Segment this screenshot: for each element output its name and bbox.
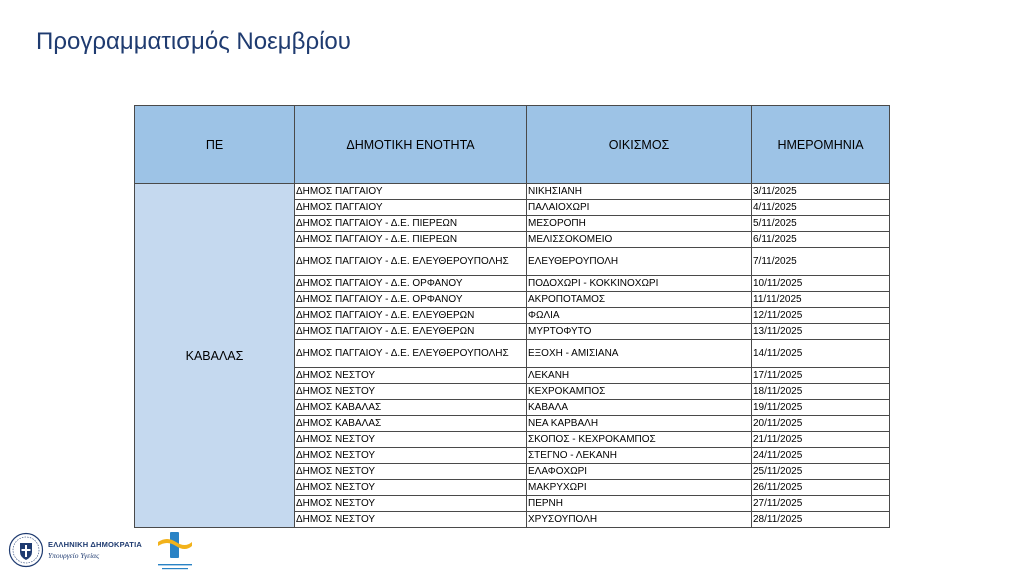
date-cell: 10/11/2025 xyxy=(752,276,890,292)
settlement-cell: ΣΤΕΓΝΟ - ΛΕΚΑΝΗ xyxy=(527,448,752,464)
schedule-table xyxy=(134,105,890,528)
settlement-cell: ΚΕΧΡΟΚΑΜΠΟΣ xyxy=(527,384,752,400)
header-date: ΗΜΕΡΟΜΗΝΙΑ xyxy=(752,106,890,184)
unit-cell: ΔΗΜΟΣ ΠΑΓΓΑΙΟΥ - Δ.Ε. ΕΛΕΥΘΕΡΩΝ xyxy=(295,324,527,340)
unit-cell: ΔΗΜΟΣ ΝΕΣΤΟΥ xyxy=(295,512,527,528)
unit-cell: ΔΗΜΟΣ ΠΑΓΓΑΙΟΥ - Δ.Ε. ΟΡΦΑΝΟΥ xyxy=(295,292,527,308)
page-title: Προγραμματισμός Νοεμβρίου xyxy=(36,28,351,55)
date-cell: 6/11/2025 xyxy=(752,232,890,248)
settlement-cell: ΝΕΑ ΚΑΡΒΑΛΗ xyxy=(527,416,752,432)
date-cell: 24/11/2025 xyxy=(752,448,890,464)
date-cell: 27/11/2025 xyxy=(752,496,890,512)
settlement-cell: ΝΙΚΗΣΙΑΝΗ xyxy=(527,184,752,200)
date-cell: 21/11/2025 xyxy=(752,432,890,448)
org-name: ΕΛΛΗΝΙΚΗ ΔΗΜΟΚΡΑΤΙΑ xyxy=(48,540,142,549)
date-cell: 25/11/2025 xyxy=(752,464,890,480)
settlement-cell: ΠΟΔΟΧΩΡΙ - ΚΟΚΚΙΝΟΧΩΡΙ xyxy=(527,276,752,292)
unit-cell: ΔΗΜΟΣ ΠΑΓΓΑΙΟΥ xyxy=(295,184,527,200)
settlement-cell: ΠΕΡΝΗ xyxy=(527,496,752,512)
date-cell: 20/11/2025 xyxy=(752,416,890,432)
date-cell: 11/11/2025 xyxy=(752,292,890,308)
unit-cell: ΔΗΜΟΣ ΠΑΓΓΑΙΟΥ - Δ.Ε. ΕΛΕΥΘΕΡΩΝ xyxy=(295,308,527,324)
settlement-cell: ΣΚΟΠΟΣ - ΚΕΧΡΟΚΑΜΠΟΣ xyxy=(527,432,752,448)
date-cell: 13/11/2025 xyxy=(752,324,890,340)
settlement-cell: ΜΥΡΤΟΦΥΤΟ xyxy=(527,324,752,340)
header-region: ΠΕ xyxy=(135,106,295,184)
settlement-cell: ΛΕΚΑΝΗ xyxy=(527,368,752,384)
unit-cell: ΔΗΜΟΣ ΝΕΣΤΟΥ xyxy=(295,448,527,464)
date-cell: 5/11/2025 xyxy=(752,216,890,232)
region-cell: ΚΑΒΑΛΑΣ xyxy=(135,184,295,528)
footer-logos xyxy=(6,528,256,574)
settlement-cell: ΜΕΛΙΣΣΟΚΟΜΕΙΟ xyxy=(527,232,752,248)
unit-cell: ΔΗΜΟΣ ΝΕΣΤΟΥ xyxy=(295,384,527,400)
date-cell: 4/11/2025 xyxy=(752,200,890,216)
header-settlement: ΟΙΚΙΣΜΟΣ xyxy=(527,106,752,184)
unit-cell: ΔΗΜΟΣ ΚΑΒΑΛΑΣ xyxy=(295,416,527,432)
greek-republic-seal-icon xyxy=(8,532,44,568)
ministry-name: Υπουργείο Υγείας xyxy=(48,551,100,560)
date-cell: 7/11/2025 xyxy=(752,248,890,276)
table-header-row xyxy=(135,106,890,184)
date-cell: 17/11/2025 xyxy=(752,368,890,384)
unit-cell: ΔΗΜΟΣ ΝΕΣΤΟΥ xyxy=(295,464,527,480)
settlement-cell: ΦΩΛΙΑ xyxy=(527,308,752,324)
settlement-cell: ΕΛΕΥΘΕΡΟΥΠΟΛΗ xyxy=(527,248,752,276)
date-cell: 12/11/2025 xyxy=(752,308,890,324)
settlement-cell: ΠΑΛΑΙΟΧΩΡΙ xyxy=(527,200,752,216)
date-cell: 19/11/2025 xyxy=(752,400,890,416)
settlement-cell: ΜΕΣΟΡΟΠΗ xyxy=(527,216,752,232)
unit-cell: ΔΗΜΟΣ ΠΑΓΓΑΙΟΥ - Δ.Ε. ΟΡΦΑΝΟΥ xyxy=(295,276,527,292)
date-cell: 28/11/2025 xyxy=(752,512,890,528)
settlement-cell: ΕΛΑΦΟΧΩΡΙ xyxy=(527,464,752,480)
unit-cell: ΔΗΜΟΣ ΠΑΓΓΑΙΟΥ - Δ.Ε. ΕΛΕΥΘΕΡΟΥΠΟΛΗΣ xyxy=(295,340,527,368)
date-cell: 3/11/2025 xyxy=(752,184,890,200)
settlement-cell: ΧΡΥΣΟΥΠΟΛΗ xyxy=(527,512,752,528)
unit-cell: ΔΗΜΟΣ ΝΕΣΤΟΥ xyxy=(295,432,527,448)
unit-cell: ΔΗΜΟΣ ΠΑΓΓΑΙΟΥ - Δ.Ε. ΠΙΕΡΕΩΝ xyxy=(295,232,527,248)
settlement-cell: ΕΞΟΧΗ - ΑΜΙΣΙΑΝΑ xyxy=(527,340,752,368)
date-cell: 18/11/2025 xyxy=(752,384,890,400)
date-cell: 14/11/2025 xyxy=(752,340,890,368)
unit-cell: ΔΗΜΟΣ ΝΕΣΤΟΥ xyxy=(295,480,527,496)
date-cell: 26/11/2025 xyxy=(752,480,890,496)
unit-cell: ΔΗΜΟΣ ΠΑΓΓΑΙΟΥ - Δ.Ε. ΠΙΕΡΕΩΝ xyxy=(295,216,527,232)
eody-logo-icon xyxy=(154,530,196,574)
unit-cell: ΔΗΜΟΣ ΠΑΓΓΑΙΟΥ xyxy=(295,200,527,216)
unit-cell: ΔΗΜΟΣ ΝΕΣΤΟΥ xyxy=(295,368,527,384)
settlement-cell: ΚΑΒΑΛΑ xyxy=(527,400,752,416)
unit-cell: ΔΗΜΟΣ ΚΑΒΑΛΑΣ xyxy=(295,400,527,416)
settlement-cell: ΑΚΡΟΠΟΤΑΜΟΣ xyxy=(527,292,752,308)
header-municipal-unit: ΔΗΜΟΤΙΚΗ ΕΝΟΤΗΤΑ xyxy=(295,106,527,184)
unit-cell: ΔΗΜΟΣ ΝΕΣΤΟΥ xyxy=(295,496,527,512)
settlement-cell: ΜΑΚΡΥΧΩΡΙ xyxy=(527,480,752,496)
table-row xyxy=(135,184,890,200)
unit-cell: ΔΗΜΟΣ ΠΑΓΓΑΙΟΥ - Δ.Ε. ΕΛΕΥΘΕΡΟΥΠΟΛΗΣ xyxy=(295,248,527,276)
